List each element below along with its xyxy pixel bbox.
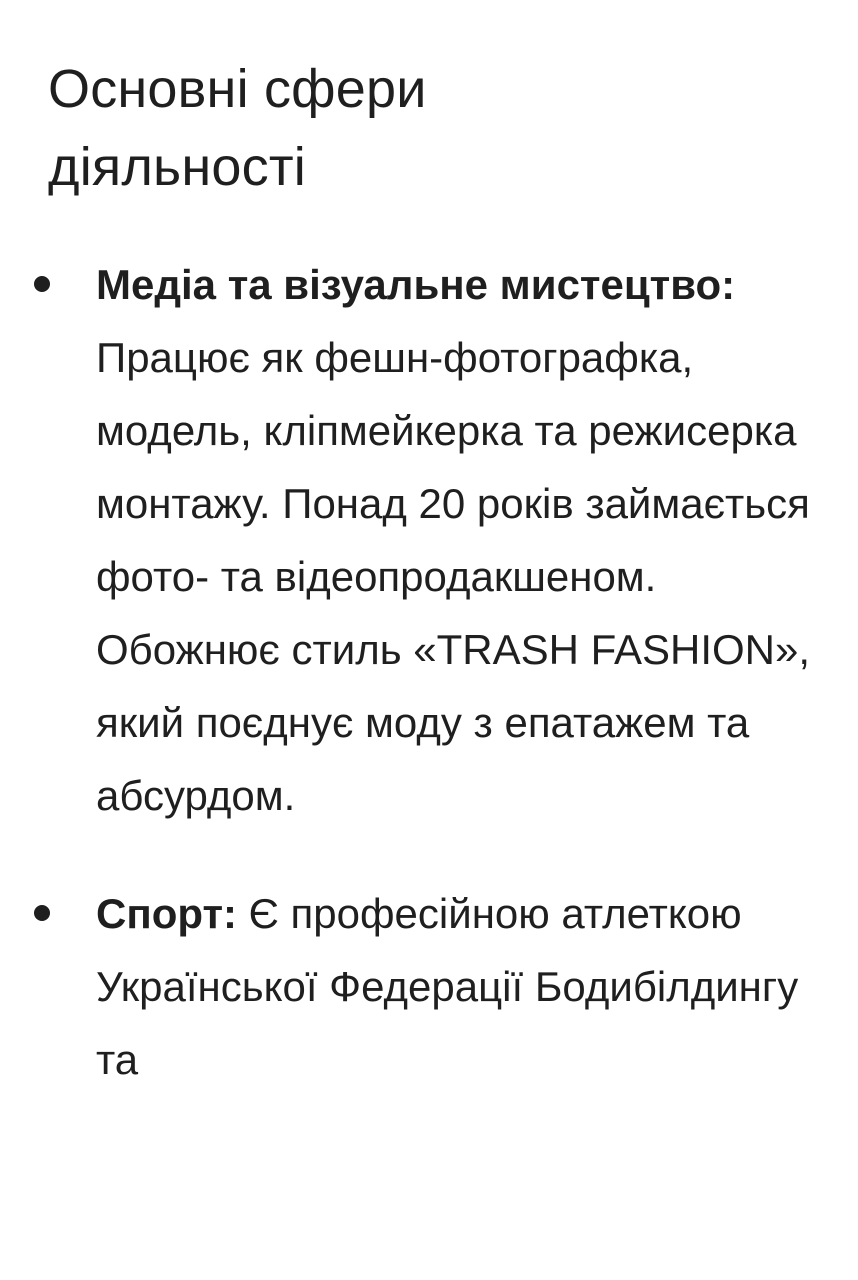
list-item-media xyxy=(0,248,836,832)
bullet-icon xyxy=(34,905,50,921)
list-item-text: Є професійною атлеткою Української Федерації Бодибілдингу та xyxy=(96,890,799,1083)
section-title-line-2: діяльності xyxy=(48,137,306,197)
list-item-text: Працює як фешн-фотографка, модель, кліпмейкерка та режисерка монтажу. Понад 20 років займається фото- та відеопродакшеном. Обожнює стиль «TRASH FASHION», який поєднує моду з епатажем та абсурдом. xyxy=(96,334,811,819)
list-item-heading: Спорт: xyxy=(96,890,238,937)
list-item-heading: Медіа та візуальне мистецтво: xyxy=(96,261,736,308)
section-title xyxy=(48,50,808,206)
list-item-sport xyxy=(0,877,836,1096)
section-title-line-1: Основні сфери xyxy=(48,59,427,119)
activities-list xyxy=(0,248,858,1141)
bullet-icon xyxy=(34,276,50,292)
